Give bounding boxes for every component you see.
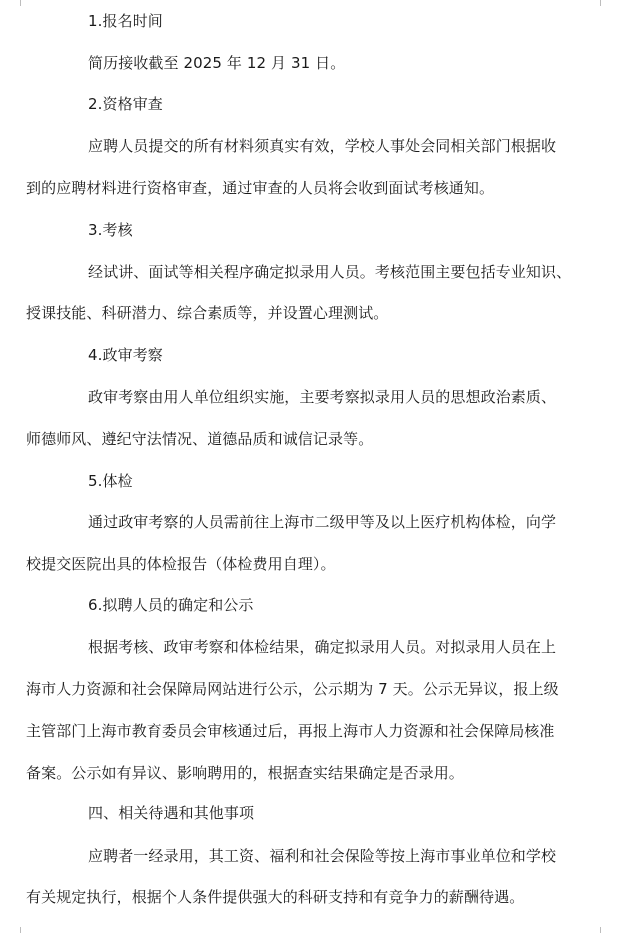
crop-mark [12, 0, 21, 6]
paragraph-line: 经试讲、面试等相关程序确定拟录用人员。考核范围主要包括专业知识、 [88, 263, 572, 281]
section-heading-registration-time: 1.报名时间 [88, 12, 163, 30]
crop-mark [12, 927, 21, 933]
crop-mark [600, 0, 609, 6]
paragraph-line: 根据考核、政审考察和体检结果，确定拟录用人员。对拟录用人员在上 [88, 638, 557, 656]
paragraph-line: 应聘者一经录用，其工资、福利和社会保险等按上海市事业单位和学校 [88, 847, 557, 865]
paragraph-line: 师德师风、遵纪守法情况、道德品质和诚信记录等。 [26, 430, 374, 448]
paragraph-line: 授课技能、科研潜力、综合素质等，并设置心理测试。 [26, 304, 389, 322]
paragraph-line: 主管部门上海市教育委员会审核通过后，再报上海市人力资源和社会保障局核准 [26, 722, 555, 740]
section-heading-assessment: 3.考核 [88, 221, 133, 239]
paragraph-line: 到的应聘材料进行资格审查，通过审查的人员将会收到面试考核通知。 [26, 179, 495, 197]
paragraph-line: 政审考察由用人单位组织实施，主要考察拟录用人员的思想政治素质、 [88, 388, 557, 406]
paragraph-line: 通过政审考察的人员需前往上海市二级甲等及以上医疗机构体检，向学 [88, 513, 557, 531]
crop-mark [600, 927, 609, 933]
paragraph-line: 校提交医院出具的体检报告（体检费用自理）。 [26, 555, 336, 573]
paragraph-line: 应聘人员提交的所有材料须真实有效，学校人事处会同相关部门根据收 [88, 137, 557, 155]
section-heading-political-review: 4.政审考察 [88, 346, 163, 364]
paragraph-line: 备案。公示如有异议、影响聘用的，根据查实结果确定是否录用。 [26, 764, 464, 782]
section-heading-appointment-publicity: 6.拟聘人员的确定和公示 [88, 596, 254, 614]
paragraph-line: 海市人力资源和社会保障局网站进行公示，公示期为 7 天。公示无异议，报上级 [26, 680, 559, 698]
section-heading-qualification-review: 2.资格审查 [88, 95, 163, 113]
section-heading-benefits: 四、相关待遇和其他事项 [88, 804, 255, 822]
paragraph-line: 简历接收截至 2025 年 12 月 31 日。 [88, 54, 346, 72]
paragraph-line: 有关规定执行，根据个人条件提供强大的科研支持和有竞争力的薪酬待遇。 [26, 888, 525, 906]
section-heading-physical-exam: 5.体检 [88, 472, 133, 490]
